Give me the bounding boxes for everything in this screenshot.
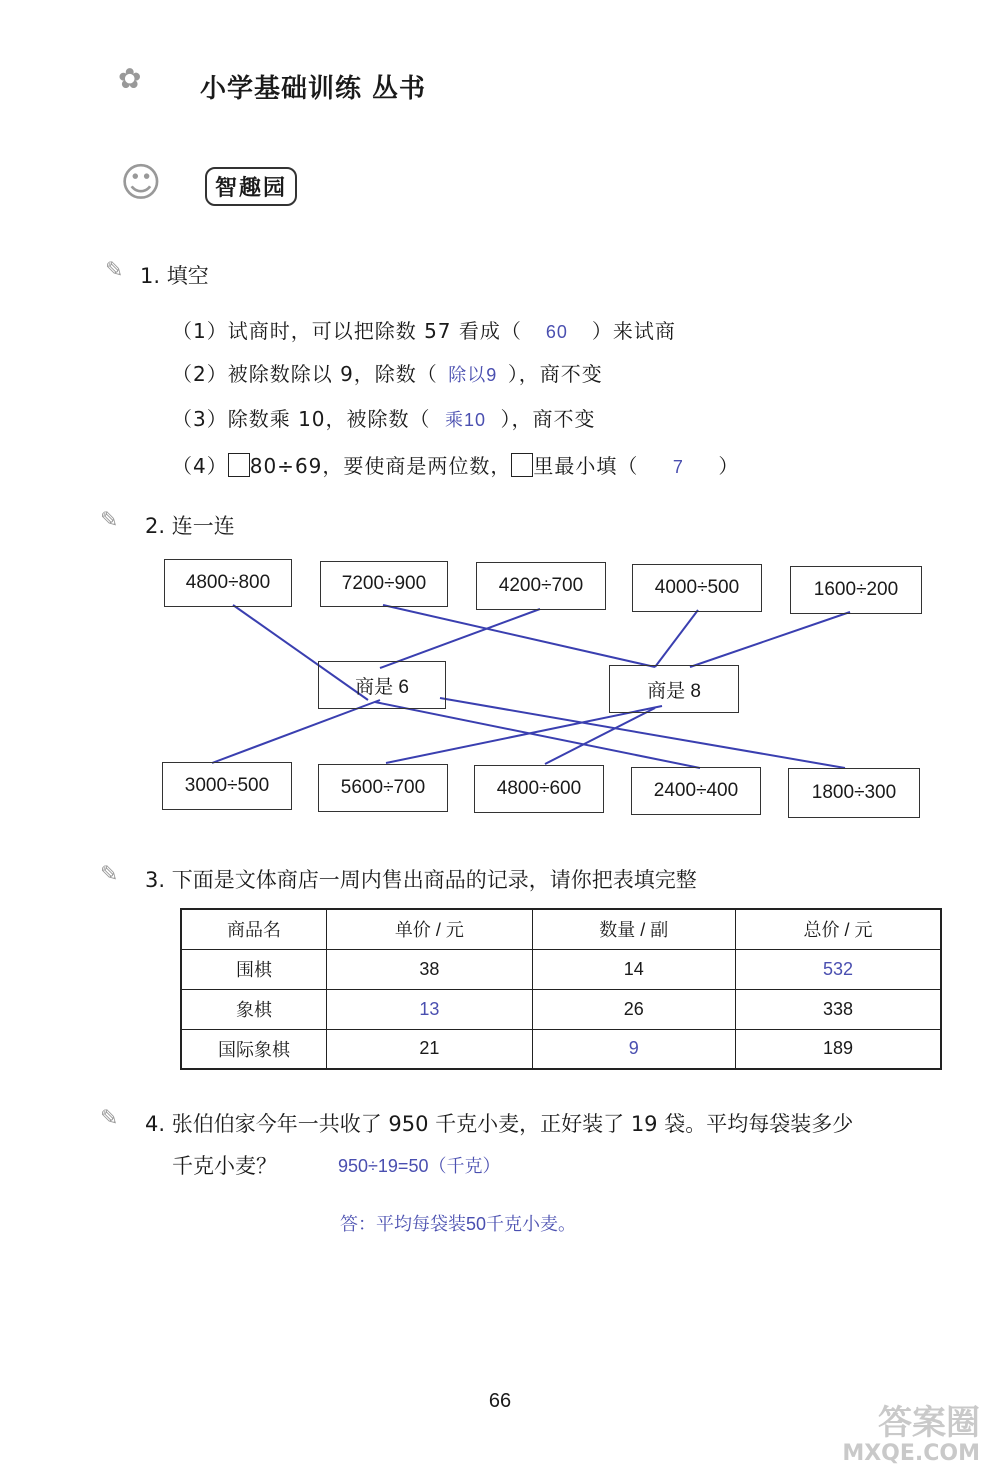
q1-item-1: （1）试商时，可以把除数 57 看成（ 60 ）来试商 bbox=[172, 319, 676, 343]
q2-title: 2. 连一连 bbox=[145, 514, 235, 538]
bottom-expr-1: 3000÷500 bbox=[162, 762, 292, 810]
table-cell: 21 bbox=[327, 1029, 532, 1069]
bottom-expr-4: 2400÷400 bbox=[631, 767, 761, 815]
quotient-8-box: 商是 8 bbox=[609, 665, 739, 713]
table-cell: 38 bbox=[327, 949, 532, 989]
top-expr-2: 7200÷900 bbox=[320, 561, 448, 607]
table-row bbox=[181, 949, 941, 989]
table-row bbox=[181, 1029, 941, 1069]
series-title: 小学基础训练 丛书 bbox=[200, 74, 427, 104]
match-line bbox=[655, 610, 698, 667]
bottom-expr-5: 1800÷300 bbox=[788, 768, 920, 818]
pencil-icon: ✎ bbox=[100, 1106, 119, 1131]
header-cell: 单价 / 元 bbox=[327, 909, 532, 949]
quotient-6-box: 商是 6 bbox=[318, 661, 446, 709]
table-row bbox=[181, 989, 941, 1029]
table-cell: 189 bbox=[735, 1029, 941, 1069]
table-cell: 338 bbox=[735, 989, 941, 1029]
q3-title: 3. 下面是文体商店一周内售出商品的记录，请你把表填完整 bbox=[145, 868, 697, 892]
answer-7: 7 bbox=[672, 457, 684, 477]
match-line bbox=[386, 706, 662, 763]
sales-record-table bbox=[180, 908, 942, 1070]
q4-working: 950÷19=50（千克） bbox=[338, 1156, 501, 1176]
header-cell: 总价 / 元 bbox=[735, 909, 941, 949]
match-line bbox=[383, 605, 655, 667]
pencil-icon: ✎ bbox=[100, 862, 119, 887]
table-cell: 14 bbox=[532, 949, 735, 989]
table-header-row bbox=[181, 909, 941, 949]
flourish-icon: ✿ bbox=[118, 62, 142, 95]
page-number: 66 bbox=[488, 1390, 512, 1412]
top-expr-5: 1600÷200 bbox=[790, 566, 922, 614]
answer-divide-9: 除以9 bbox=[448, 365, 498, 385]
table-cell: 围棋 bbox=[181, 949, 327, 989]
q4-answer: 答：平均每袋装50千克小麦。 bbox=[340, 1214, 577, 1234]
match-line bbox=[690, 612, 850, 667]
q4-line-2: 千克小麦？ bbox=[172, 1154, 277, 1178]
table-cell: 26 bbox=[532, 989, 735, 1029]
header-cell: 数量 / 副 bbox=[532, 909, 735, 949]
answer-times-10: 乘10 bbox=[445, 410, 487, 430]
bottom-expr-3: 4800÷600 bbox=[474, 765, 604, 813]
match-line bbox=[212, 700, 380, 763]
table-cell-answer: 9 bbox=[532, 1029, 735, 1069]
match-line bbox=[380, 609, 540, 668]
answer-60: 60 bbox=[545, 322, 568, 342]
q1-item-4: （4） 80÷69，要使商是两位数， 里最小填（ 7 ） bbox=[172, 454, 740, 478]
q1-title: 1. 填空 bbox=[140, 264, 209, 288]
pencil-icon: ✎ bbox=[100, 508, 119, 533]
section-title: 智趣园 bbox=[205, 167, 297, 206]
table-cell-answer: 532 bbox=[735, 949, 941, 989]
q1-item-2: （2）被除数除以 9，除数（ 除以9 ），商不变 bbox=[172, 362, 603, 386]
watermark-logo: 答案圈 MXQE.COM bbox=[842, 1403, 980, 1467]
top-expr-4: 4000÷500 bbox=[632, 564, 762, 612]
header-cell: 商品名 bbox=[181, 909, 327, 949]
child-mascot-icon: ☺ bbox=[120, 160, 162, 206]
top-expr-3: 4200÷700 bbox=[476, 562, 606, 610]
table-cell: 象棋 bbox=[181, 989, 327, 1029]
top-expr-1: 4800÷800 bbox=[164, 559, 292, 607]
table-cell: 国际象棋 bbox=[181, 1029, 327, 1069]
q1-item-3: （3）除数乘 10，被除数（ 乘10 ），商不变 bbox=[172, 407, 596, 431]
table-cell-answer: 13 bbox=[327, 989, 532, 1029]
pencil-icon: ✎ bbox=[105, 258, 124, 283]
q4-line-1: 4. 张伯伯家今年一共收了 950 千克小麦，正好装了 19 袋。平均每袋装多少 bbox=[145, 1112, 854, 1136]
bottom-expr-2: 5600÷700 bbox=[318, 764, 448, 812]
